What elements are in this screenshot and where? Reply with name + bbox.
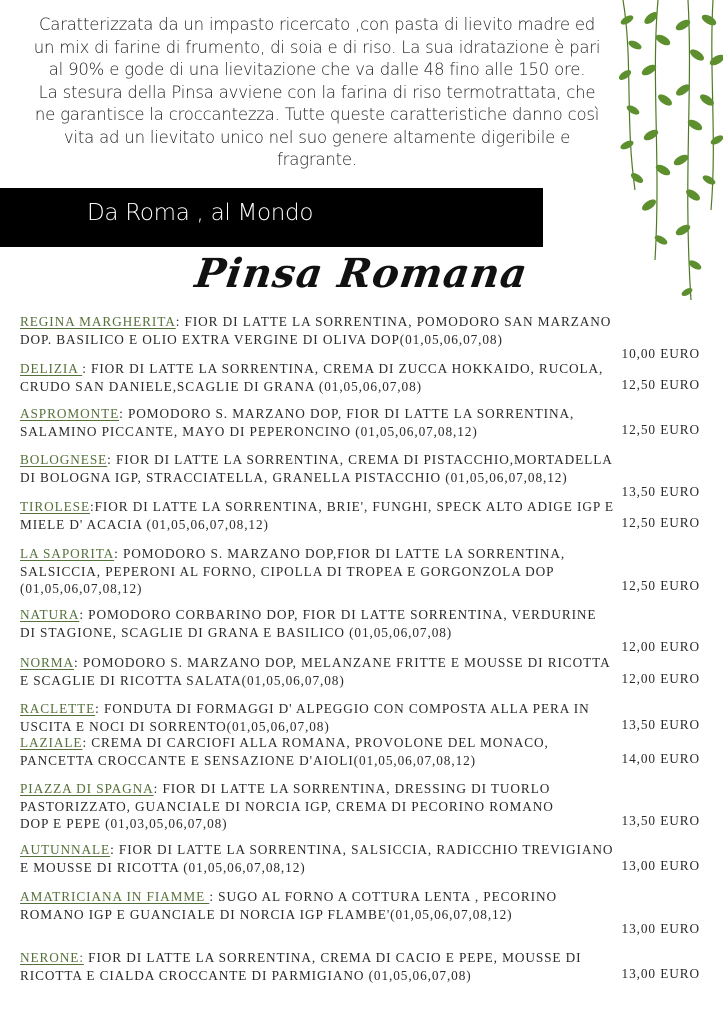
intro-line: ne garantisce la croccantezza. Tutte queste caratteristiche danno così	[34, 105, 600, 124]
menu-item-nerone	[20, 949, 700, 984]
menu-item-aspromonte	[20, 405, 700, 440]
item-price: 12,50 EURO	[621, 422, 700, 437]
hanging-plant-icon	[613, 0, 723, 320]
item-description: SALSICCIA, PEPERONI AL FORNO, CIPOLLA DI TROPEA E GORGONZOLA DOP	[20, 563, 555, 579]
item-description: (01,05,06,07,08,12)	[20, 581, 143, 596]
item-separator: :	[119, 406, 124, 421]
item-description: POMODORO S. MARZANO DOP, FIOR DI LATTE LA SORRENTINA,	[123, 406, 575, 421]
item-price: 13,00 EURO	[621, 858, 700, 873]
item-name: AUTUNNALE	[20, 842, 111, 857]
slogan-banner	[0, 188, 543, 247]
item-description: DOP E PEPE (01,03,05,06,07,08)	[20, 816, 228, 831]
item-name: BOLOGNESE	[20, 452, 108, 467]
menu-item-bolognese	[20, 451, 700, 499]
item-price: 13,00 EURO	[621, 966, 700, 981]
item-name: PIAZZA DI SPAGNA	[20, 781, 154, 796]
intro-line: fragrante.	[277, 150, 357, 169]
item-name: DELIZIA	[20, 361, 83, 376]
item-description: FIOR DI LATTE LA SORRENTINA, POMODORO SAN MARZANO	[180, 314, 612, 329]
item-name: AMATRICIANA IN FIAMME	[20, 889, 210, 904]
item-price: 10,00 EURO	[621, 346, 700, 361]
item-separator: :	[89, 499, 95, 514]
intro-paragraph	[12, 14, 622, 172]
item-separator: :	[95, 701, 100, 716]
item-description: E SCAGLIE DI RICOTTA SALATA(01,05,06,07,08)	[20, 672, 345, 688]
item-separator: :	[114, 546, 119, 561]
item-description: FIOR DI LATTE LA SORRENTINA, CREMA DI PISTACCHIO,MORTADELLA	[111, 452, 613, 467]
item-price: 12,50 EURO	[621, 515, 700, 530]
item-separator: :	[209, 889, 214, 904]
item-description: CREMA DI CARCIOFI ALLA ROMANA, PROVOLONE DEL MONACO,	[87, 735, 549, 750]
item-price: 12,00 EURO	[621, 671, 700, 686]
item-name: NORMA	[20, 655, 74, 670]
item-price: 13,50 EURO	[621, 484, 700, 499]
item-name: LAZIALE	[20, 735, 83, 750]
item-description: FIOR DI LATTE LA SORRENTINA, CREMA DI CACIO E PEPE, MOUSSE DI	[83, 950, 582, 965]
item-name: LA SAPORITA	[20, 546, 115, 561]
item-description: POMODORO S. MARZANO DOP, MELANZANE FRITTE E MOUSSE DI RICOTTA	[78, 655, 611, 670]
item-name: NERONE:	[20, 950, 84, 965]
menu-item-natura	[20, 606, 700, 654]
menu-item-regina-margherita	[20, 313, 700, 361]
item-description: POMODORO S. MARZANO DOP,FIOR DI LATTE LA SORRENTINA,	[118, 546, 566, 561]
item-separator: :	[79, 607, 84, 622]
item-separator: :	[175, 314, 181, 329]
intro-line: al 90% e gode di una lievitazione che va dalle 48 fino alle 150 ore.	[48, 60, 586, 79]
item-separator: :	[74, 655, 79, 670]
item-description: RICOTTA E CIALDA CROCCANTE DI PARMIGIANO (01,05,06,07,08)	[20, 967, 472, 983]
item-description: FIOR DI LATTE LA SORRENTINA, BRIE', FUNGHI, SPECK ALTO ADIGE IGP E	[94, 499, 614, 514]
item-price: 13,50 EURO	[621, 813, 700, 828]
item-description: POMODORO CORBARINO DOP, FIOR DI LATTE SORRENTINA, VERDURINE	[83, 607, 597, 622]
intro-line: un mix di farine di frumento, di soia e di riso. La sua idratazione è pari	[33, 37, 601, 57]
item-description: PASTORIZZATO, GUANCIALE DI NORCIA IGP, CREMA DI PECORINO ROMANO	[20, 798, 554, 814]
intro-line: vita ad un lievitato unico nel suo genere altamente digeribile e	[63, 127, 571, 147]
item-name: TIROLESE	[20, 499, 90, 514]
item-price: 12,50 EURO	[621, 377, 700, 392]
item-description: E MOUSSE DI RICOTTA (01,05,06,07,08,12)	[20, 859, 306, 875]
menu-item-autunnale	[20, 841, 700, 876]
item-separator: :	[82, 735, 88, 750]
item-description: FONDUTA DI FORMAGGI D' ALPEGGIO CON COMPOSTA ALLA PERA IN	[99, 701, 590, 716]
item-description: MIELE D' ACACIA (01,05,06,07,08,12)	[20, 516, 269, 532]
item-separator: :	[110, 842, 115, 857]
item-name: RACLETTE	[20, 701, 96, 716]
item-price: 12,00 EURO	[621, 639, 700, 654]
item-name: NATURA	[20, 607, 80, 622]
slogan-text: Da Roma , al Mondo	[87, 200, 314, 226]
menu-item-amatriciana-in-fiamme	[20, 888, 700, 936]
item-price: 13,50 EURO	[621, 717, 700, 732]
item-price: 13,00 EURO	[621, 921, 700, 936]
item-description: FIOR DI LATTE LA SORRENTINA, SALSICCIA, RADICCHIO TREVIGIANO	[114, 842, 614, 857]
intro-line: La stesura della Pinsa avviene con la farina di riso termotrattata, che	[38, 82, 596, 102]
item-separator: :	[82, 361, 87, 376]
menu-item-laziale	[20, 734, 700, 769]
item-description: DI BOLOGNA IGP, STRACCIATELLA, GRANELLA PISTACCHIO (01,05,06,07,08,12)	[20, 469, 568, 485]
item-description: PANCETTA CROCCANTE E SENSAZIONE D'AIOLI(01,05,06,07,08,12)	[20, 752, 477, 768]
section-title: Pinsa Romana	[192, 250, 531, 297]
item-description: SUGO AL FORNO A COTTURA LENTA , PECORINO	[213, 889, 557, 904]
menu-item-la-saporita	[20, 545, 700, 598]
menu-item-tirolese	[20, 498, 700, 533]
menu-item-piazza-di-spagna	[20, 780, 700, 833]
item-description: ROMANO IGP E GUANCIALE DI NORCIA IGP FLAMBE'(01,05,06,07,08,12)	[20, 906, 513, 922]
menu-item-norma	[20, 654, 700, 689]
item-name: ASPROMONTE	[20, 406, 120, 421]
item-description: SALAMINO PICCANTE, MAYO DI PEPERONCINO (01,05,06,07,08,12)	[20, 423, 478, 439]
item-name: REGINA MARGHERITA	[20, 314, 176, 329]
intro-line: Caratterizzata da un impasto ricercato ,con pasta di lievito madre ed	[38, 15, 596, 34]
menu-item-raclette	[20, 700, 700, 735]
item-description: DI STAGIONE, SCAGLIE DI GRANA E BASILICO (01,05,06,07,08)	[20, 624, 453, 640]
item-description: CRUDO SAN DANIELE,SCAGLIE DI GRANA (01,05,06,07,08)	[20, 378, 422, 394]
item-separator: :	[153, 781, 159, 796]
item-description: DOP. BASILICO E OLIO EXTRA VERGINE DI OLIVA DOP(01,05,06,07,08)	[20, 331, 503, 347]
item-description: FIOR DI LATTE LA SORRENTINA, CREMA DI ZUCCA HOKKAIDO, RUCOLA,	[86, 361, 604, 376]
item-price: 12,50 EURO	[621, 578, 700, 593]
item-price: 14,00 EURO	[621, 751, 700, 766]
menu-item-delizia	[20, 360, 700, 395]
item-separator: :	[107, 452, 112, 467]
item-description: FIOR DI LATTE LA SORRENTINA, DRESSING DI TUORLO	[158, 781, 551, 796]
item-description: USCITA E NOCI DI SORRENTO(01,05,06,07,08)	[20, 718, 330, 734]
